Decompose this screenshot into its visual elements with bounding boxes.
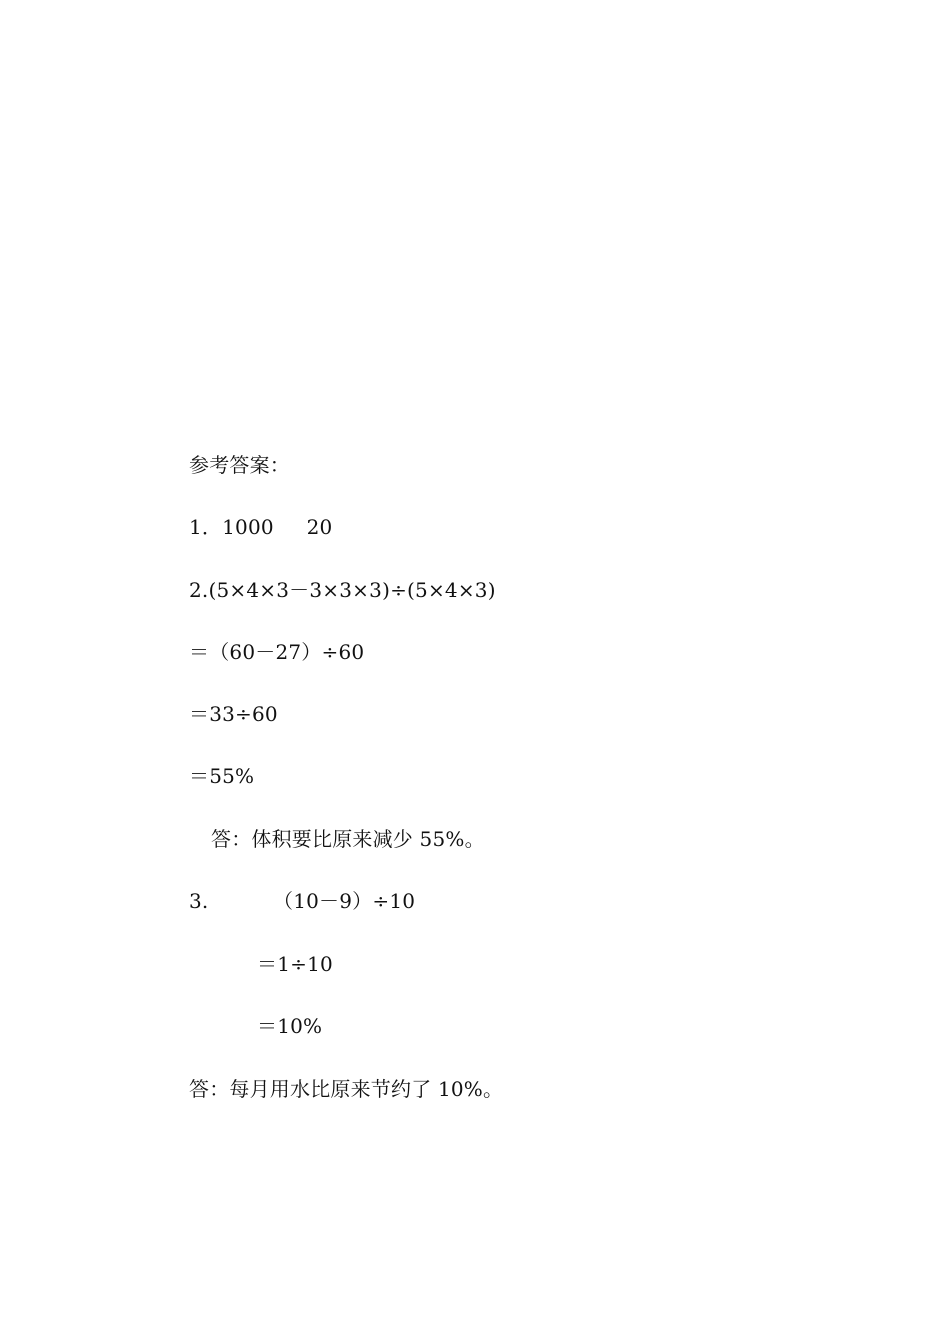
question-2-step-2: ＝33÷60 bbox=[189, 702, 278, 726]
question-3-answer: 答：每月用水比原来节约了 10%。 bbox=[189, 1077, 504, 1101]
question-3-expression: （10－9）÷10 bbox=[273, 889, 416, 913]
question-2-step-1: ＝（60－27）÷60 bbox=[189, 640, 365, 664]
question-2-expression: 2.(5×4×3－3×3×3)÷(5×4×3) bbox=[189, 578, 496, 602]
answer-key-title: 参考答案： bbox=[189, 453, 290, 477]
question-1-answer: 1．1000 20 bbox=[189, 515, 333, 539]
question-3-step-2: ＝10% bbox=[257, 1014, 323, 1038]
question-3-label: 3. bbox=[189, 889, 209, 913]
question-2-answer: 答：体积要比原来减少 55%。 bbox=[211, 827, 485, 851]
question-3-step-1: ＝1÷10 bbox=[257, 952, 333, 976]
question-2-step-3: ＝55% bbox=[189, 764, 255, 788]
